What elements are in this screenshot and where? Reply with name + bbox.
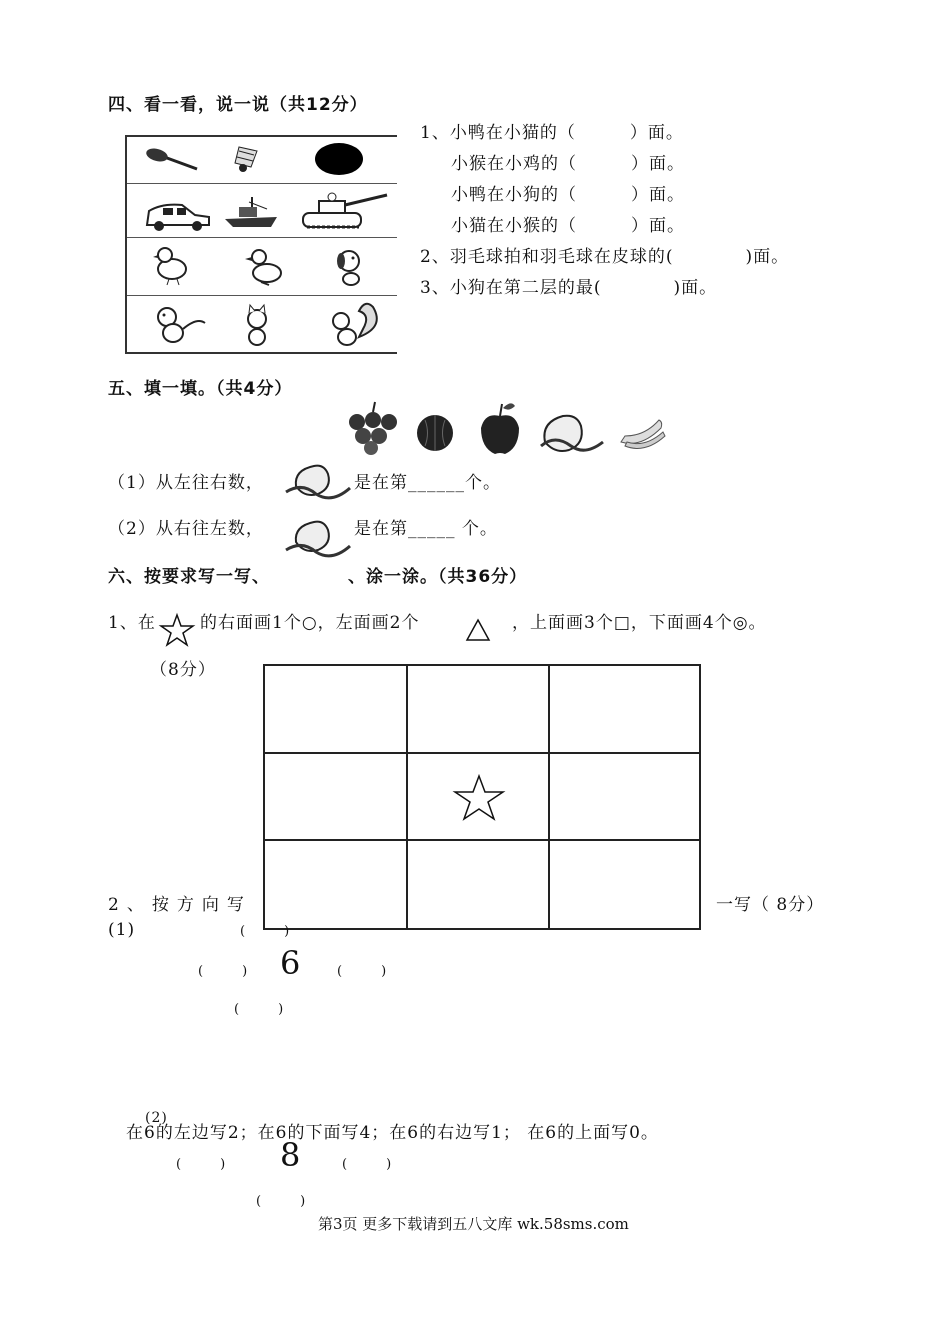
- drawing-grid[interactable]: [263, 664, 701, 930]
- q6-1-c: ，上面画3个□，下面画4个◎。: [512, 613, 767, 633]
- banana-icon: [621, 420, 665, 448]
- q4-1-line2: 小猴在小鸡的（ ）面。: [451, 154, 685, 174]
- center-digit-6: 6: [280, 944, 301, 982]
- sub1-label: (1): [108, 920, 136, 940]
- chick-icon: [153, 248, 186, 285]
- triangle-icon: [465, 618, 491, 642]
- section6-title-end: 、涂一涂。（共36分）: [348, 567, 528, 587]
- star-icon: [160, 614, 194, 648]
- ball-icon: [315, 143, 363, 175]
- section4-title: 四、看一看，说一说（共12分）: [108, 95, 368, 115]
- squirrel-icon: [333, 304, 377, 345]
- center-digit-8: 8: [280, 1136, 301, 1174]
- q6-1-score: （8分）: [150, 660, 216, 680]
- ship-icon: [225, 197, 277, 227]
- q6-2-right: 一写（ 8分）: [716, 895, 825, 915]
- car-icon: [147, 205, 209, 231]
- blank-above-6[interactable]: ( ): [240, 924, 290, 939]
- q4-3: 3、小狗在第二层的最( )面。: [420, 278, 718, 298]
- q6-2-left: 2、按方向写: [108, 895, 252, 915]
- blank-below-6[interactable]: ( ): [234, 1002, 284, 1017]
- dog-icon: [337, 251, 359, 285]
- blank-left-of-8[interactable]: ( ): [176, 1157, 226, 1172]
- q6-1-b: 的右面画1个○，左面画2个: [200, 613, 420, 633]
- grid-center-star-icon: [453, 774, 505, 822]
- q4-2: 2、羽毛球拍和羽毛球在皮球的( )面。: [420, 247, 790, 267]
- q4-1-line3: 小鸭在小狗的（ ）面。: [451, 185, 685, 205]
- apple-icon: [481, 403, 519, 454]
- blank-right-of-8[interactable]: ( ): [342, 1157, 392, 1172]
- q4-1-line4: 小猫在小猴的（ ）面。: [451, 216, 685, 236]
- blank-right-of-6[interactable]: ( ): [337, 964, 387, 979]
- blank-left-of-6[interactable]: ( ): [198, 964, 248, 979]
- badminton-racket-icon: [145, 146, 197, 169]
- duckling-icon: [245, 250, 281, 285]
- grapes-icon: [349, 402, 397, 455]
- kitten-icon: [248, 305, 266, 345]
- position-picture-grid: [125, 135, 397, 354]
- peach-icon: [280, 458, 352, 504]
- shuttlecock-icon: [235, 147, 257, 172]
- q5-1-prefix: （1）从左往右数，: [108, 473, 264, 493]
- page-footer: 第3页 更多下载请到五八文库 wk.58sms.com: [318, 1215, 629, 1233]
- peach-icon: [541, 416, 603, 451]
- q4-1-line1: 1、小鸭在小猫的（ ）面。: [420, 123, 684, 143]
- q5-2-prefix: （2）从右往左数，: [108, 519, 264, 539]
- q6-1-a: 1、在: [108, 613, 156, 633]
- fruit-row: [345, 398, 675, 458]
- section5-title: 五、填一填。（共4分）: [108, 379, 293, 399]
- q5-2-suffix: 是在第_____ 个。: [354, 519, 498, 539]
- sub1-instruction: 在6的左边写2；在6的下面写4；在6的右边写1； 在6的上面写0。: [126, 1123, 659, 1143]
- q5-1-suffix: 是在第______个。: [354, 473, 501, 493]
- peach-icon: [280, 514, 352, 566]
- sub2-label: (2): [145, 1110, 168, 1126]
- monkey-icon: [158, 308, 205, 342]
- watermelon-icon: [417, 415, 453, 451]
- section6-title: 六、按要求写一写、: [108, 567, 270, 587]
- tank-icon: [303, 193, 387, 227]
- blank-below-8[interactable]: ( ): [256, 1194, 306, 1209]
